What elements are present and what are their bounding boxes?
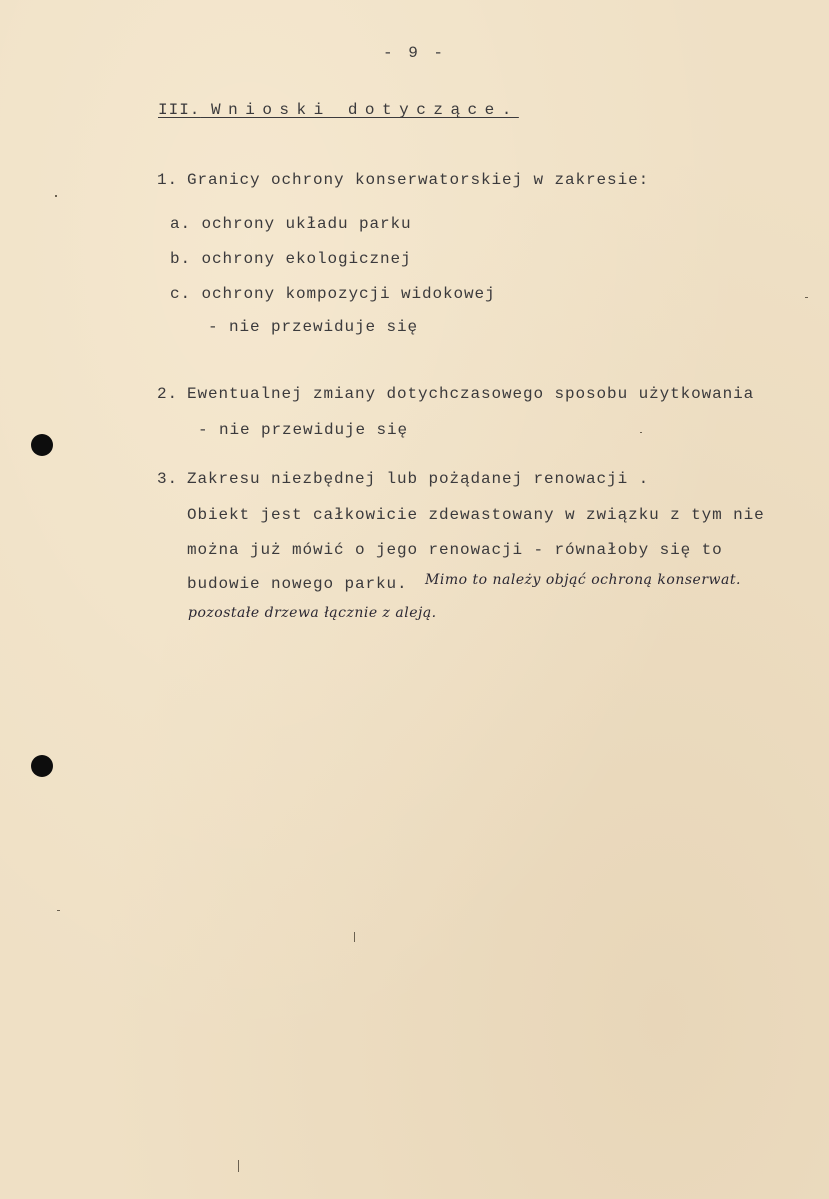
- section-2-number: 2.: [157, 385, 179, 403]
- section-1-note: - nie przewiduje się: [208, 318, 419, 336]
- section-3-line-3: budowie nowego parku.: [187, 575, 408, 593]
- heading-roman: III.: [158, 101, 201, 119]
- section-3-number: 3.: [157, 470, 179, 488]
- punch-hole-top: [31, 434, 53, 456]
- section-3-line-2: można już mówić o jego renowacji - równałoby się to: [187, 541, 723, 559]
- section-1-text: Granicy ochrony konserwatorskiej w zakresie:: [187, 171, 650, 189]
- section-3-line-1: Obiekt jest całkowicie zdewastowany w związku z tym nie: [187, 506, 765, 524]
- paper-speck: [55, 195, 57, 197]
- section-2-note: - nie przewiduje się: [198, 421, 409, 439]
- section-1-item-b: b. ochrony ekologicznej: [170, 250, 412, 268]
- handwritten-note-line-2: pozostałe drzewa łącznie z aleją.: [188, 605, 437, 621]
- paper-speck: [57, 910, 60, 911]
- paper-speck: [238, 1160, 239, 1172]
- paper-speck: [640, 432, 642, 433]
- page-number: - 9 -: [383, 44, 447, 62]
- section-2-text: Ewentualnej zmiany dotychczasowego sposobu użytkowania: [187, 385, 755, 403]
- paper-speck: [354, 932, 355, 942]
- heading-title: Wnioski dotyczące.: [211, 101, 519, 119]
- handwritten-note-line-1: Mimo to należy objąć ochroną konserwat.: [425, 572, 741, 588]
- section-1-number: 1.: [157, 171, 179, 189]
- section-1-item-c: c. ochrony kompozycji widokowej: [170, 285, 496, 303]
- section-3-text: Zakresu niezbędnej lub pożądanej renowacji .: [187, 470, 650, 488]
- section-1-item-a: a. ochrony układu parku: [170, 215, 412, 233]
- punch-hole-bottom: [31, 755, 53, 777]
- paper-speck: [805, 297, 808, 298]
- section-heading: [158, 101, 519, 119]
